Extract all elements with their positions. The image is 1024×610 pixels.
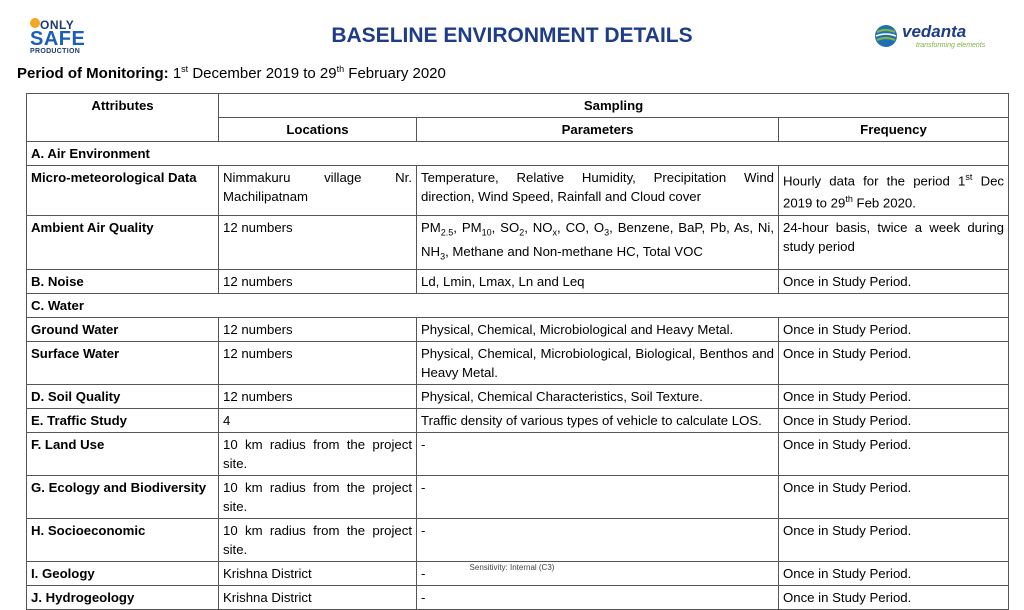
sensitivity-footer: Sensitivity: Internal (C3)	[469, 563, 555, 572]
attr-cell: Ground Water	[27, 318, 219, 342]
logo-left-bottom: PRODUCTION	[30, 48, 81, 55]
attr-cell: Ambient Air Quality	[27, 215, 219, 269]
col-sampling: Sampling	[219, 94, 1009, 118]
monitoring-period	[17, 64, 446, 82]
freq-cell	[779, 166, 1009, 216]
loc-cell: 12 numbers	[219, 215, 417, 269]
param-cell: Physical, Chemical, Microbiological, Biological, Benthos and Heavy Metal.	[417, 342, 779, 385]
freq-part: Hourly data for the period 1	[783, 173, 966, 189]
logo-right-tagline: transforming elements	[916, 42, 986, 49]
section-row	[27, 294, 1009, 318]
freq-sup: st	[965, 172, 973, 182]
param-cell: Physical, Chemical Characteristics, Soil Texture.	[417, 385, 779, 409]
loc-cell: 12 numbers	[219, 270, 417, 294]
attr-cell: G. Ecology and Biodiversity	[27, 476, 219, 519]
param-cell: Traffic density of various types of vehicle to calculate LOS.	[417, 409, 779, 433]
param-cell	[417, 215, 779, 269]
attr-cell: E. Traffic Study	[27, 409, 219, 433]
section-row	[27, 142, 1009, 166]
attr-cell: I. Geology	[27, 562, 219, 586]
period-label: Period of Monitoring:	[17, 65, 169, 82]
table-row	[27, 476, 1009, 519]
param-sub: 3	[604, 227, 610, 238]
loc-cell: 12 numbers	[219, 385, 417, 409]
col-attributes: Attributes	[27, 94, 219, 142]
table-row	[27, 586, 1009, 610]
globe-icon	[874, 24, 898, 48]
table-row	[27, 318, 1009, 342]
col-frequency: Frequency	[779, 118, 1009, 142]
table-row	[27, 270, 1009, 294]
freq-cell: Once in Study Period.	[779, 562, 1009, 586]
freq-cell: Once in Study Period.	[779, 270, 1009, 294]
param-sub: 3	[440, 252, 446, 263]
period-start-rest: December 2019 to 29	[192, 65, 337, 82]
freq-cell: Once in Study Period.	[779, 586, 1009, 610]
loc-cell: Krishna District	[219, 586, 417, 610]
table-row	[27, 519, 1009, 562]
param-part: , Benzene, BaP, Pb, As, Ni, NH	[421, 219, 775, 260]
period-start-suffix: st	[181, 64, 189, 74]
freq-cell: Once in Study Period.	[779, 385, 1009, 409]
param-cell: -	[417, 586, 779, 610]
param-part: PM	[421, 219, 441, 235]
section-water: C. Water	[27, 294, 1009, 318]
loc-cell: Krishna District	[219, 562, 417, 586]
logo-left-middle: SAFE	[30, 28, 86, 50]
col-parameters: Parameters	[417, 118, 779, 142]
logo-left-top: ONLY	[40, 18, 75, 32]
param-cell: -	[417, 519, 779, 562]
loc-cell: 10 km radius from the project site.	[219, 433, 417, 476]
freq-cell: 24-hour basis, twice a week during study period	[779, 215, 1009, 269]
table-row	[27, 385, 1009, 409]
table-row	[27, 342, 1009, 385]
param-part: , PM	[453, 219, 482, 235]
period-start-day: 1	[172, 65, 182, 82]
attr-cell: D. Soil Quality	[27, 385, 219, 409]
param-sub: 2	[519, 227, 525, 238]
col-locations: Locations	[219, 118, 417, 142]
loc-cell: 10 km radius from the project site.	[219, 476, 417, 519]
param-cell: Physical, Chemical, Microbiological and Heavy Metal.	[417, 318, 779, 342]
table-row	[27, 166, 1009, 216]
param-cell: -	[417, 562, 779, 586]
loc-cell: 10 km radius from the project site.	[219, 519, 417, 562]
attr-cell: Micro-meteorological Data	[27, 166, 219, 216]
freq-cell: Once in Study Period.	[779, 476, 1009, 519]
freq-cell: Once in Study Period.	[779, 433, 1009, 476]
freq-part: Dec 2019 to 29	[783, 173, 1005, 211]
attr-cell: F. Land Use	[27, 433, 219, 476]
param-part: , NO	[524, 219, 553, 235]
section-air: A. Air Environment	[27, 142, 1009, 166]
param-cell: -	[417, 476, 779, 519]
attr-cell: B. Noise	[27, 270, 219, 294]
attr-cell: Surface Water	[27, 342, 219, 385]
freq-cell: Once in Study Period.	[779, 318, 1009, 342]
freq-cell: Once in Study Period.	[779, 342, 1009, 385]
loc-cell: Nimmakuru village Nr. Machilipatnam	[219, 166, 417, 216]
loc-cell: 4	[219, 409, 417, 433]
param-sub: x	[552, 227, 558, 238]
page-title: BASELINE ENVIRONMENT DETAILS	[331, 24, 693, 47]
table-row	[27, 215, 1009, 269]
param-part: , SO	[491, 219, 520, 235]
param-cell: Temperature, Relative Humidity, Precipitation Wind direction, Wind Speed, Rainfall and Cloud cover	[417, 166, 779, 216]
param-sub: 2.5	[440, 227, 454, 238]
param-cell: -	[417, 433, 779, 476]
param-cell: Ld, Lmin, Lmax, Ln and Leq	[417, 270, 779, 294]
freq-sup: th	[845, 194, 853, 205]
table-header-row	[27, 94, 1009, 118]
vedanta-logo	[872, 20, 1004, 56]
loc-cell: 12 numbers	[219, 342, 417, 385]
param-part: , Methane and Non-methane HC, Total VOC	[445, 244, 703, 260]
baseline-table	[26, 93, 1009, 610]
attr-cell: H. Socioeconomic	[27, 519, 219, 562]
loc-cell: 12 numbers	[219, 318, 417, 342]
period-end-rest: February 2020	[348, 65, 446, 82]
param-sub: 10	[481, 227, 492, 238]
freq-cell: Once in Study Period.	[779, 409, 1009, 433]
attr-cell: J. Hydrogeology	[27, 586, 219, 610]
logo-right-name: vedanta	[902, 22, 967, 41]
freq-part: Feb 2020.	[852, 195, 916, 211]
param-part: , CO, O	[557, 219, 605, 235]
period-end-suffix: th	[336, 64, 345, 74]
freq-cell: Once in Study Period.	[779, 519, 1009, 562]
table-row	[27, 409, 1009, 433]
table-row	[27, 433, 1009, 476]
